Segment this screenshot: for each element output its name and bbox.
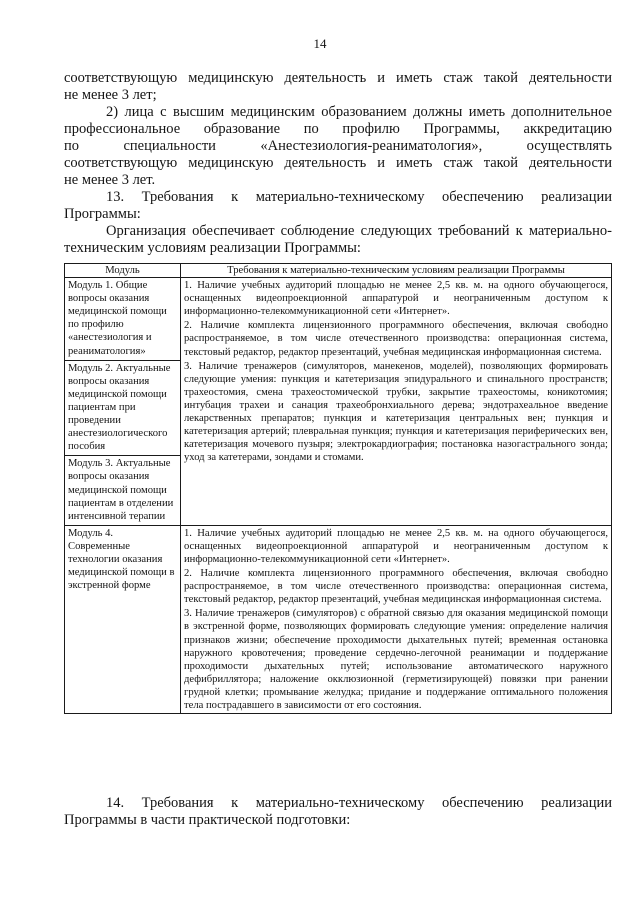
paragraph-line: по специальности «Анестезиология-реаниматология», осуществлять — [64, 138, 612, 154]
module-cell — [65, 278, 181, 526]
body-text-top — [64, 70, 612, 257]
page-number: 14 — [313, 36, 327, 51]
requirement-item: 2. Наличие комплекта лицензионного программного обеспечения, включая свободно распространяемое, в том числе отечественного производства: операционная система, текстовый редактор, редактор презентаций, учебная медицинская информационная система. — [184, 568, 608, 606]
section-heading: 13. Требования к материально-техническому обеспечению реализации — [106, 189, 612, 205]
module-name: Модуль 2. Актуальные вопросы оказания медицинской помощи пациентам при проведении анестезиологического пособия — [65, 361, 180, 457]
paragraph-line: профессиональное образование по профилю Программы, аккредитацию — [64, 121, 612, 137]
requirement-item: 3. Наличие тренажеров (симуляторов, манекенов, моделей), позволяющих формировать следующие умения: пункция и катетеризация эпидурального и спинального пространств; трахеостомия, смена трахеостомической трубки, закрытие трахеостомы, коникотомия; интубация трахеи и санация трахеобронхиального дерева; эндотрахеальное введение лекарственных препаратов; пункция и катетеризация центральных вен; пункция и катетеризация артерий; плевральная пункция; пункция и катетеризация периферических вен, катетеризация мочевого пузыря; электрокардиография; постановка назогастрального зонда; уход за катетерами, зондами и стомами. — [184, 360, 608, 464]
module-name: Модуль 4. Современные технологии оказания медицинской помощи в экстренной форме — [68, 527, 175, 592]
paragraph-line: соответствующую медицинскую деятельность и иметь стаж такой деятельности — [64, 70, 612, 86]
section-heading: Программы: — [64, 206, 141, 222]
module-name: Модуль 3. Актуальные вопросы оказания медицинской помощи пациентам в отделении интенсивной терапии — [68, 458, 174, 522]
requirement-item: 1. Наличие учебных аудиторий площадью не менее 2,5 кв. м. на одного обучающегося, оснащенных видеопроекционной аппаратурой и неограниченным доступом к информационно-телекоммуникационной сети «Интернет». — [184, 527, 608, 565]
paragraph-line: не менее 3 лет; — [64, 87, 157, 103]
column-header-module: Модуль — [65, 264, 181, 278]
module-name: Модуль 1. Общие вопросы оказания медицинской помощи по профилю «анестезиология и реаниматология» — [65, 278, 180, 361]
requirement-item: 1. Наличие учебных аудиторий площадью не менее 2,5 кв. м. на одного обучающегося, оснащенных видеопроекционной аппаратурой и неограниченным доступом к информационно-телекоммуникационной сети «Интернет». — [184, 280, 608, 318]
requirements-cell — [181, 525, 612, 713]
requirements-table — [64, 263, 612, 714]
paragraph-line: соответствующую медицинскую деятельность и иметь стаж такой деятельности — [64, 155, 612, 171]
body-text-bottom — [64, 795, 612, 829]
table-row — [65, 278, 612, 526]
paragraph-line: не менее 3 лет. — [64, 172, 156, 188]
module-cell — [65, 525, 181, 713]
table-row — [65, 525, 612, 713]
paragraph-line: Организация обеспечивает соблюдение следующих требований к материально- — [106, 223, 612, 239]
column-header-requirements: Требования к материально-техническим условиям реализации Программы — [181, 264, 612, 278]
paragraph-line: техническим условиям реализации Программы: — [64, 240, 361, 256]
paragraph-line: 2) лица с высшим медицинским образованием должны иметь дополнительное — [106, 104, 612, 120]
requirements-cell — [181, 278, 612, 526]
requirement-item: 2. Наличие комплекта лицензионного программного обеспечения, включая свободно распространяемое, в том числе отечественного производства: операционная система, текстовый редактор, редактор презентаций, учебная медицинская информационная система. — [184, 320, 608, 358]
requirement-item: 3. Наличие тренажеров (симуляторов) с обратной связью для оказания медицинской помощи в экстренной форме, позволяющих формировать следующие умения: определение наличия признаков жизни; обеспечение проходимости дыхательных путей; временная остановка наружного кровотечения; проведение сердечно-легочной реанимации и поддержание проходимости дыхательных путей; использование автоматического наружного дефибриллятора; наложение окклюзионной (герметизирующей) повязки при ранении грудной клетки; промывание желудка; придание и поддержание оптимального положения тела пострадавшего в зависимости от его состояния. — [184, 608, 608, 711]
section-heading: Программы в части практической подготовки: — [64, 812, 351, 828]
table-header-row — [65, 264, 612, 278]
section-heading: 14. Требования к материально-техническому обеспечению реализации — [106, 795, 612, 811]
